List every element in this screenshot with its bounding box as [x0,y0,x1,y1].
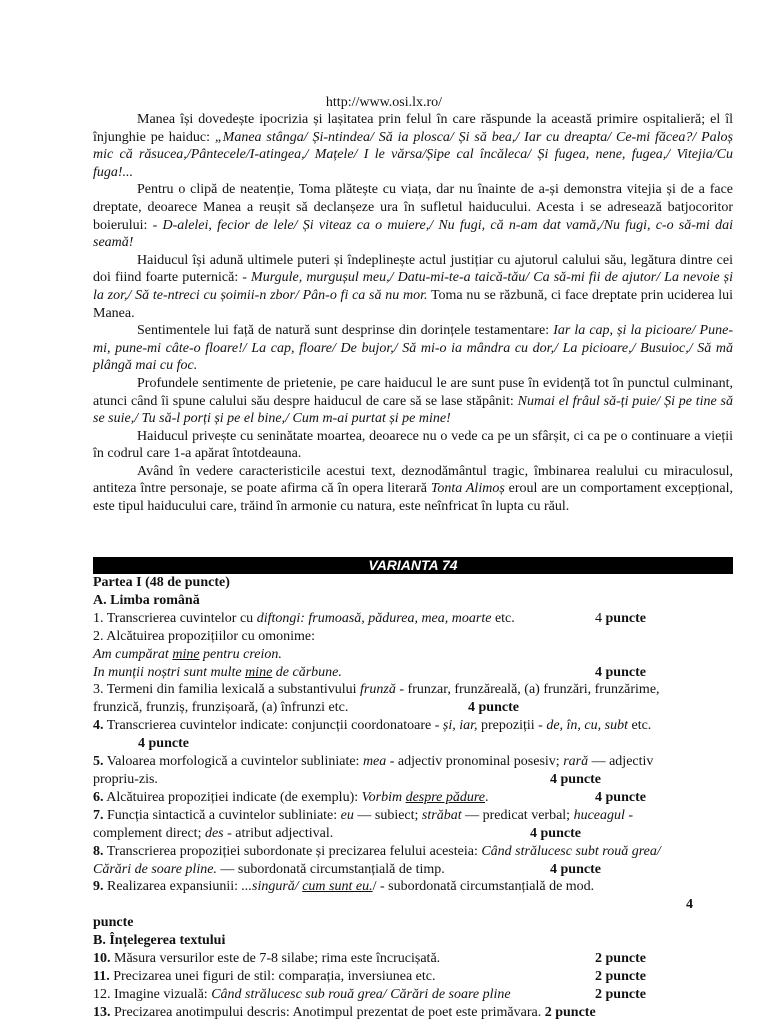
item-text: Transcrierea cuvintelor indicate: conjuncții coordonatoare - [103,718,443,734]
item-text: - [624,807,634,823]
item-italic: huceagul [573,807,625,823]
item-text: Precizarea anotimpului descris: Anotimpul prezentat de poet este primăvara. [110,1004,542,1020]
points-label [595,610,646,628]
item-number: 8. [93,843,104,859]
item-number: 6. [93,789,104,805]
underlined-word: mine [245,664,273,680]
item-text: — adjectiv [588,754,654,770]
answer-item [93,807,738,825]
points-label: 4 puncte [530,825,581,841]
paragraph-text: eroul are un comportament excepțional, este tipul haiducului care, trăind în armonie cu natura, este neînfricat în lupta cu răul. [93,481,734,515]
item-number: 11. [93,968,110,984]
points-label: 4 puncte [550,861,601,877]
item-text: 1. Transcrierea cuvintelor cu [93,610,257,626]
item-text: Transcrierea propoziției subordonate și precizarea felului acesteia: [103,843,482,859]
answer-item [93,878,738,896]
essay-paragraph [93,322,733,375]
item-text: / - subordonată circumstanțială de mod. [372,879,595,895]
points-label: 4 puncte [468,700,519,716]
item-text: Măsura versurilor este de 7-8 silabe; rima este încrucișată. [110,951,441,967]
points-label: 4 puncte [138,736,189,752]
item-text: Alcătuirea propoziției indicate (de exemplu): [103,789,362,805]
quote: - Murgule, murgușul meu,/ Datu-mi-te-a taică-tău/ Ca să-mi fii de ajutor/ La nevoie și la zor,/ Să te-ntreci cu șoimii-n zbor/ Pân-o fi ca să nu mor. [93,270,733,303]
points-number: 4 [595,610,602,626]
essay-paragraph [93,181,733,251]
quote: - D-alelei, fecior de lele/ Și viteaz ca o muiere,/ Nu fugi, că n-am dat vamă,/Nu fugi, c-o să-mi dai seamă! [93,217,733,251]
item-text: - atribut adjectival. [223,825,334,841]
answer-item [93,968,738,986]
item-italic: Cărări de soare pline. [93,861,217,877]
section-heading: A. Limba română [93,592,200,608]
answer-item [93,986,738,1004]
points-line [93,896,738,914]
item-text: frunzică, frunziș, frunzișoară, (a) înfrunzi etc. [93,700,349,716]
quote: Iar la cap, și la picioare/ Pune-mi, pune-mi câte-o floare!/ La cap, floare/ De bujor,/ Să mi-o ia mândra cu dor,/ La picioare,/ Busuioc,/ Să mă plângă mai cu foc. [93,323,733,374]
quote: Numai el frâul să-ți puie/ Și pe tine să se suie,/ Tu să-l porți și pe el bine,/ Cum m-ai purtat și pe mine! [93,393,733,427]
item-text: 12. Imagine vizuală: [93,986,212,1002]
item-italic: des [204,825,224,841]
item-text: propriu-zis. [93,771,158,787]
item-text: Funcția sintactică a cuvintelor subliniate: [103,807,341,823]
answer-item [93,861,738,879]
item-number: 5. [93,754,104,770]
underlined-word: cum sunt eu. [302,879,373,895]
item-text: complement direct; [93,825,205,841]
answer-item [93,825,738,843]
item-text: — predicat verbal; [461,807,574,823]
item-italic: frunză [360,682,396,698]
paragraph-text: Pentru o clipă de neatenție, Toma plătește cu viața, dar nu înainte de a-și demonstra vitejia și de a face dreptate, deoarece Manea a reușit să declanșeze ura în sufletul haiducului. Acesta i se adresează batjocoritor boierului: [93,182,733,233]
item-number: 4. [93,718,104,734]
item-italic: mea [362,754,387,770]
part-heading: Partea I (48 de puncte) [93,575,230,590]
paragraph-text: Haiducul își adună ultimele puteri și îndeplinește actul justițiar cu ajutorul calului său, legătura dintre cei doi fiind foarte puternică: [93,252,733,286]
points-number: 4 [686,897,693,913]
item-italic: de cărbune. [272,664,342,680]
item-italic: Când strălucesc subt rouă grea/ [481,843,661,859]
item-number: 13. [93,1004,111,1020]
answer-item [93,753,738,771]
underlined-word: mine [172,646,200,662]
item-italic: Am cumpărat [93,646,173,662]
points-word: puncte [93,915,134,931]
item-number: 9. [93,879,104,895]
points-label: 4 puncte [550,771,601,787]
answer-item [93,646,738,664]
item-italic: Vorbim [361,789,406,805]
points-label: 2 puncte [595,951,646,967]
essay-paragraph [93,111,733,181]
page-url[interactable]: http://www.osi.lx.ro/ [325,95,443,110]
item-number: 7. [93,807,104,823]
work-title: Tonta Alimoș [430,481,505,497]
quote: „Manea stânga/ Și-ntindea/ Să ia plosca/ Și să bea,/ Iar cu dreapta/ Ce-mi făcea?/ Paloș mic că răsucea,/Pântecele/I-atingea,/ Mațele/ I le vărsa/Șipe cal încăleca/ Și fugea, nene, fugea,/ Vitejia/Cu fuga!... [93,129,733,180]
paragraph-text: Toma nu se răzbună, ci face dreptate prin uciderea lui Manea. [93,287,733,321]
item-text: prepoziții - [477,718,547,734]
answer-item [93,699,738,717]
item-number: 10. [93,951,111,967]
answer-key [93,574,738,1022]
points-label: 2 puncte [544,1004,596,1020]
item-italic: străbat [421,807,462,823]
paragraph-text: Sentimentele lui față de natură sunt desprinse din dorințele testamentare: [137,323,554,339]
item-text: . [485,789,489,805]
paragraph-text: Profundele sentimente de prietenie, pe care haiducul le are sunt puse în evidență tot în punctul culminant, atunci când îi spune calului său despre haiducul de care să se lase stăpânit: [93,375,733,409]
answer-item [93,628,738,646]
essay-paragraph [93,428,733,463]
item-text: 2. Alcătuirea propozițiilor cu omonime: [93,628,315,644]
item-text: etc. [491,610,515,626]
essay-paragraph [93,463,733,516]
answer-item [93,610,738,628]
answer-item [93,664,738,682]
points-label: 4 puncte [595,789,646,805]
paragraph-text: Haiducul privește cu seninătate moartea, deoarece nu o vede ca pe un sfârșit, ci ca pe o continuare a vieții în codrul care 1-a apărat întotdeauna. [93,428,733,462]
points-label: 2 puncte [595,968,646,984]
answer-item [93,789,738,807]
paragraph-text: Manea își dovedește ipocrizia și lașitatea prin felul în care răspunde la această primire ospitalieră; el îl înjunghie pe haiduc: [93,112,733,145]
item-italic: de, în, cu, subt [546,718,628,734]
item-italic: Când strălucesc sub rouă grea/ Cărări de soare pline [211,986,511,1002]
points-label: 4 puncte [595,664,646,680]
essay-paragraph [93,252,733,322]
item-text: Precizarea unei figuri de stil: comparația, inversiunea etc. [109,968,436,984]
item-text: - adjectiv pronominal posesiv; [386,754,564,770]
item-text: 3. Termeni din familia lexicală a substantivului [93,682,361,698]
essay-section [93,111,733,516]
variant-banner: VARIANTA 74 [93,557,733,574]
item-text: Realizarea expansiunii: [103,879,242,895]
item-text: — subiect; [353,807,422,823]
answer-item [93,1004,738,1022]
item-italic: ...singură/ [241,879,303,895]
answer-item [93,843,738,861]
points-label: 2 puncte [595,986,646,1002]
item-italic: diftongi: frumoasă, pădurea, mea, moarte [256,610,492,626]
item-italic: pentru creion. [199,646,282,662]
item-text: - frunzar, frunzăreală, (a) frunzări, frunzărime, [395,682,660,698]
item-text: — subordonată circumstanțială de timp. [216,861,445,877]
underlined-word: despre pădure [405,789,486,805]
answer-item [93,717,738,735]
item-italic: rară [563,754,589,770]
section-heading: B. Înțelegerea textului [93,933,226,949]
answer-item [93,771,738,789]
answer-item [93,950,738,968]
item-text: etc. [627,718,652,734]
answer-item [93,681,738,699]
item-text: Valoarea morfologică a cuvintelor subliniate: [103,754,363,770]
points-word: puncte [605,610,646,626]
item-italic: In munții noștri sunt multe [93,664,246,680]
answer-item [93,735,738,753]
item-italic: eu [340,807,354,823]
essay-paragraph [93,375,733,428]
paragraph-text: Având în vedere caracteristicile acestui text, deznodământul tragic, îmbinarea realului cu miraculosul, antiteza între personaje, se poate afirma că în opera literară [93,463,733,497]
item-italic: și, iar, [442,718,478,734]
